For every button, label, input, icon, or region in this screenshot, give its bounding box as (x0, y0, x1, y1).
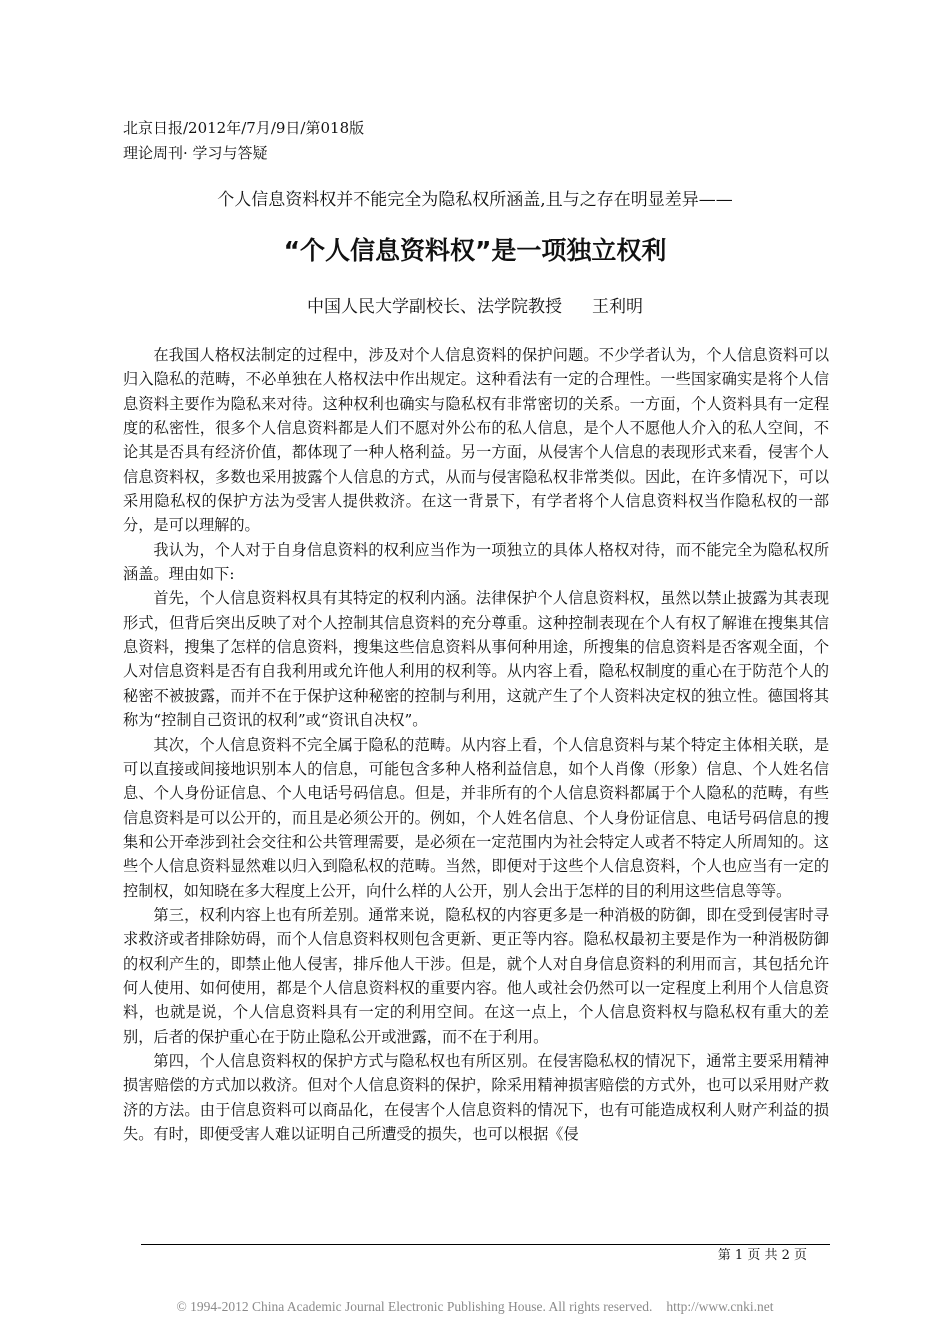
article-body (123, 343, 829, 1146)
paragraph: 第三，权利内容上也有所差别。通常来说，隐私权的内容更多是一种消极的防御，即在受到侵害时寻求救济或者排除妨碍，而个人信息资料权则包含更新、更正等内容。隐私权最初主要是作为一种消极防御的权利产生的，即禁止他人侵害，排斥他人干涉。但是，就个人对自身信息资料的利用而言，其包括允许何人使用、如何使用，都是个人信息资料权的重要内容。他人或社会仍然可以一定程度上利用个人信息资料，也就是说，个人信息资料具有一定的利用空间。在这一点上，个人信息资料权与隐私权有重大的差别，后者的保护重心在于防止隐私公开或泄露，而不在于利用。 (123, 905, 829, 1046)
column-line: 理论周刊· 学习与答疑 (123, 144, 268, 162)
source-url: http://www.cnki.net (666, 1299, 774, 1314)
paragraph: 第四，个人信息资料权的保护方式与隐私权也有所区别。在侵害隐私权的情况下，通常主要采用精神损害赔偿的方式加以救济。但对个人信息资料的保护，除采用精神损害赔偿的方式外，也可以采用财产救济的方法。由于信息资料可以商品化，在侵害个人信息资料的情况下，也有可能造成权利人财产利益的损失。有时，即便受害人难以证明自己所遭受的损失，也可以根据《侵 (123, 1051, 829, 1143)
article-subtitle: 个人信息资料权并不能完全为隐私权所涵盖,且与之存在明显差异—— (217, 190, 733, 210)
article-title: “个人信息资料权”是一项独立权利 (283, 236, 667, 265)
author-affiliation: 中国人民大学副校长、法学院教授 (307, 297, 562, 317)
page-number: 第 1 页 共 2 页 (717, 1248, 807, 1263)
copyright-line (0, 1297, 950, 1317)
copyright-notice: © 1994-2012 China Academic Journal Electronic Publishing House. All rights reserved. (176, 1299, 653, 1314)
paragraph: 其次，个人信息资料不完全属于隐私的范畴。从内容上看，个人信息资料与某个特定主体相关联，是可以直接或间接地识别本人的信息，可能包含多种人格利益信息，如个人肖像（形象）信息、个人姓名信息、个人身份证信息、个人电话号码信息。但是，并非所有的个人信息资料都属于个人隐私的范畴，有些信息资料是可以公开的，而且是必须公开的。例如，个人姓名信息、个人身份证信息、电话号码信息的搜集和公开牵涉到社会交往和公共管理需要，是必须在一定范围内为社会特定人或者不特定人所周知的。这些个人信息资料显然难以归入到隐私权的范畴。当然，即便对于这些个人信息资料，个人也应当有一定的控制权，如知晓在多大程度上公开，向什么样的人公开，别人会出于怎样的目的利用这些信息等等。 (123, 735, 829, 900)
paragraph: 在我国人格权法制定的过程中，涉及对个人信息资料的保护问题。不少学者认为，个人信息资料可以归入隐私的范畴，不必单独在人格权法中作出规定。这种看法有一定的合理性。一些国家确实是将个人信息资料主要作为隐私来对待。这种权利也确实与隐私权有非常密切的关系。一方面，个人资料具有一定程度的私密性，很多个人信息资料都是人们不愿对外公布的私人信息，是个人不愿他人介入的私人空间，不论其是否具有经济价值，都体现了一种人格利益。另一方面，从侵害个人信息的表现形式来看，侵害个人信息资料权，多数也采用披露个人信息的方式，从而与侵害隐私权非常类似。因此，在许多情况下，可以采用隐私权的保护方法为受害人提供救济。在这一背景下，有学者将个人信息资料权当作隐私权的一部分，是可以理解的。 (123, 346, 829, 535)
footer-divider (141, 1244, 830, 1245)
paragraph: 我认为，个人对于自身信息资料的权利应当作为一项独立的具体人格权对待，而不能完全为隐私权所涵盖。理由如下: (123, 540, 829, 584)
author-byline (0, 294, 950, 320)
source-line: 北京日报/2012年/7月/9日/第018版 (123, 119, 365, 137)
author-name: 王利明 (592, 297, 643, 317)
paragraph: 首先，个人信息资料权具有其特定的权利内涵。法律保护个人信息资料权，虽然以禁止披露为其表现形式，但背后突出反映了对个人控制其信息资料的充分尊重。这种控制表现在个人有权了解谁在搜集其信息资料，搜集了怎样的信息资料，搜集这些信息资料从事何种用途，所搜集的信息资料是否客观全面，个人对信息资料是否有自我利用或允许他人利用的权利等。从内容上看，隐私权制度的重心在于防范个人的秘密不被披露，而并不在于保护这种秘密的控制与利用，这就产生了个人资料决定权的独立性。德国将其称为“控制自己资讯的权利”或“资讯自决权”。 (123, 589, 829, 730)
